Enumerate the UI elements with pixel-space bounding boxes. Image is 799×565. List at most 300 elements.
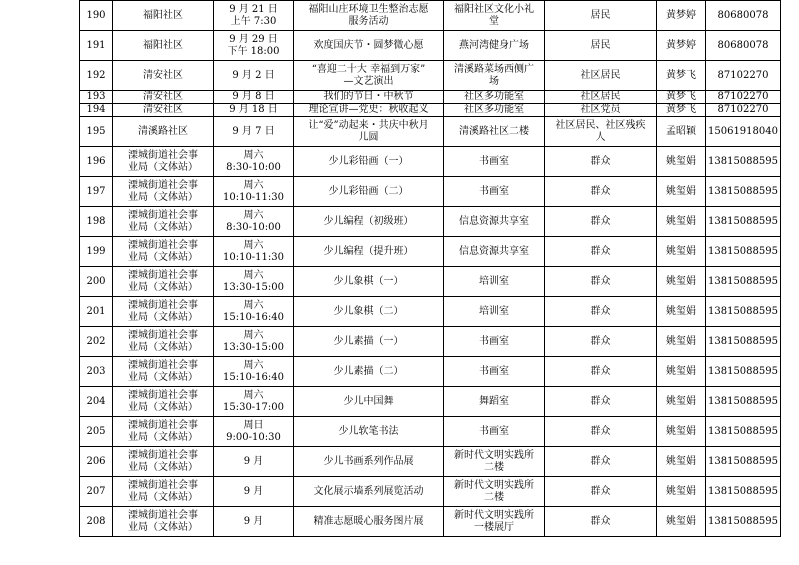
cell-text: 15:10-16:40 <box>222 311 284 323</box>
cell-text: 业局（文体站） <box>128 401 198 413</box>
cell-text: 80680078 <box>717 39 769 51</box>
cell-text: 业局（文体站） <box>128 281 198 293</box>
cell-text: 姚玺娟 <box>666 455 696 467</box>
cell-contact-person <box>657 91 706 104</box>
cell-audience <box>545 447 657 477</box>
cell-location <box>444 104 545 117</box>
cell-row-number <box>80 91 113 104</box>
cell-audience <box>545 267 657 297</box>
cell-location <box>444 477 545 507</box>
cell-text: 群众 <box>590 215 611 227</box>
cell-text: 群众 <box>590 365 611 377</box>
cell-text: 87102270 <box>717 91 769 102</box>
cell-text: 13815088595 <box>708 425 778 437</box>
cell-text: 业局（文体站） <box>128 521 198 533</box>
cell-text: 群众 <box>590 275 611 287</box>
cell-text: 姚玺娟 <box>666 515 696 527</box>
cell-text: 少儿书画系列作品展 <box>323 455 414 467</box>
cell-text: 黄梦飞 <box>666 69 696 81</box>
cell-text: 姚玺娟 <box>666 335 696 347</box>
cell-audience <box>545 207 657 237</box>
cell-text: 9 月 2 日 <box>232 69 275 81</box>
cell-contact-person <box>657 327 706 357</box>
cell-text: 理论宣讲—党史：秋收起义 <box>308 104 429 115</box>
cell-text: 孟昭颖 <box>666 125 696 137</box>
cell-text: 福阳山庄环境卫生整治志愿 <box>308 3 429 15</box>
cell-row-number <box>80 147 113 177</box>
cell-text: 13815088595 <box>708 395 778 407</box>
cell-text: 清安社区 <box>143 69 183 81</box>
cell-time <box>214 237 294 267</box>
cell-contact-person <box>657 387 706 417</box>
cell-text: 服务活动 <box>348 15 389 27</box>
cell-time <box>214 327 294 357</box>
cell-contact-person <box>657 357 706 387</box>
cell-row-number <box>80 387 113 417</box>
cell-text: 让“爱”动起来・共庆中秋月 <box>308 119 429 131</box>
cell-activity-name <box>294 207 444 237</box>
cell-contact-person <box>657 31 706 61</box>
cell-organizer <box>113 267 214 297</box>
cell-text: 姚玺娟 <box>666 305 696 317</box>
cell-text: 197 <box>86 185 106 197</box>
cell-phone-number <box>706 207 781 237</box>
cell-text: 溧城街道社会事 <box>128 239 198 251</box>
table-row <box>80 477 781 507</box>
cell-audience <box>545 237 657 267</box>
cell-text: 9 月 <box>243 485 264 497</box>
cell-location <box>444 177 545 207</box>
cell-time <box>214 507 294 537</box>
cell-phone-number <box>706 31 781 61</box>
table-row <box>80 387 781 417</box>
cell-audience <box>545 177 657 207</box>
cell-time <box>214 1 294 31</box>
cell-text: 场 <box>489 75 499 87</box>
cell-time <box>214 477 294 507</box>
cell-text: 信息资源共享室 <box>459 245 529 257</box>
cell-text: 业局（文体站） <box>128 251 198 263</box>
cell-text: 社区党员 <box>580 104 621 115</box>
cell-text: 少儿中国舞 <box>343 395 394 407</box>
cell-text: 新时代文明实践所 <box>454 449 534 461</box>
cell-row-number <box>80 477 113 507</box>
cell-organizer <box>113 507 214 537</box>
cell-text: 202 <box>86 335 106 347</box>
cell-location <box>444 61 545 91</box>
cell-text: 堂 <box>489 15 499 27</box>
cell-time <box>214 104 294 117</box>
cell-text: 溧城街道社会事 <box>128 329 198 341</box>
cell-text: 205 <box>86 425 106 437</box>
cell-text: 13815088595 <box>708 455 778 467</box>
cell-organizer <box>113 357 214 387</box>
cell-row-number <box>80 207 113 237</box>
cell-text: 群众 <box>590 485 611 497</box>
cell-phone-number <box>706 447 781 477</box>
cell-organizer <box>113 104 214 117</box>
cell-text: 10:10-11:30 <box>222 191 284 203</box>
cell-text: 清安社区 <box>143 91 183 102</box>
cell-text: 周日 <box>243 419 264 431</box>
cell-text: 黄梦飞 <box>666 104 696 115</box>
cell-organizer <box>113 477 214 507</box>
cell-text: 书画室 <box>479 425 509 437</box>
cell-text: 姚玺娟 <box>666 365 696 377</box>
cell-text: 206 <box>86 455 106 467</box>
cell-text: 13815088595 <box>708 275 778 287</box>
cell-text: 8:30-10:00 <box>226 161 281 173</box>
table-row <box>80 507 781 537</box>
cell-contact-person <box>657 1 706 31</box>
cell-activity-name <box>294 117 444 147</box>
table-row <box>80 61 781 91</box>
cell-text: 下午 18:00 <box>227 45 280 57</box>
cell-text: 群众 <box>590 455 611 467</box>
cell-time <box>214 207 294 237</box>
cell-text: 业局（文体站） <box>128 191 198 203</box>
cell-organizer <box>113 447 214 477</box>
cell-text: 燕河湾健身广场 <box>459 39 529 51</box>
cell-time <box>214 61 294 91</box>
cell-text: 新时代文明实践所 <box>454 509 534 521</box>
cell-text: 周六 <box>243 329 264 341</box>
cell-organizer <box>113 61 214 91</box>
cell-text: 13815088595 <box>708 155 778 167</box>
cell-text: 业局（文体站） <box>128 311 198 323</box>
cell-phone-number <box>706 104 781 117</box>
cell-text: 二楼 <box>484 491 504 503</box>
cell-row-number <box>80 117 113 147</box>
cell-text: 福阳社区文化小礼 <box>454 3 534 15</box>
cell-activity-name <box>294 387 444 417</box>
cell-phone-number <box>706 507 781 537</box>
cell-text: 姚玺娟 <box>666 425 696 437</box>
cell-text: 191 <box>86 39 106 51</box>
cell-text: 195 <box>86 125 106 137</box>
table-row <box>80 177 781 207</box>
cell-text: 群众 <box>590 425 611 437</box>
cell-audience <box>545 357 657 387</box>
cell-row-number <box>80 177 113 207</box>
cell-row-number <box>80 267 113 297</box>
cell-text: 周六 <box>243 179 264 191</box>
cell-text: 社区居民 <box>580 69 621 81</box>
cell-phone-number <box>706 297 781 327</box>
table-row <box>80 147 781 177</box>
cell-text: 溧城街道社会事 <box>128 449 198 461</box>
cell-phone-number <box>706 237 781 267</box>
cell-text: 姚玺娟 <box>666 395 696 407</box>
cell-contact-person <box>657 237 706 267</box>
table-row <box>80 447 781 477</box>
cell-text: 业局（文体站） <box>128 371 198 383</box>
cell-text: 社区多功能室 <box>464 91 524 102</box>
cell-audience <box>545 31 657 61</box>
cell-location <box>444 207 545 237</box>
cell-location <box>444 91 545 104</box>
cell-row-number <box>80 507 113 537</box>
cell-text: 周六 <box>243 209 264 221</box>
cell-text: 居民 <box>590 39 611 51</box>
cell-text: 居民 <box>590 9 611 21</box>
cell-text: 87102270 <box>717 104 769 115</box>
cell-text: 清安社区 <box>143 104 183 115</box>
cell-location <box>444 237 545 267</box>
table-row <box>80 91 781 104</box>
cell-activity-name <box>294 61 444 91</box>
cell-text: —文艺演出 <box>343 75 394 87</box>
table-body <box>80 1 781 537</box>
cell-activity-name <box>294 267 444 297</box>
cell-text: 10:10-11:30 <box>222 251 284 263</box>
cell-contact-person <box>657 61 706 91</box>
cell-text: 群众 <box>590 155 611 167</box>
cell-text: 15:10-16:40 <box>222 371 284 383</box>
cell-contact-person <box>657 117 706 147</box>
cell-time <box>214 117 294 147</box>
cell-text: 周六 <box>243 389 264 401</box>
cell-text: 业局（文体站） <box>128 491 198 503</box>
cell-text: 少儿编程（提升班） <box>323 245 414 257</box>
cell-text: 196 <box>86 155 106 167</box>
table-row <box>80 417 781 447</box>
cell-text: 溧城街道社会事 <box>128 149 198 161</box>
cell-contact-person <box>657 297 706 327</box>
cell-time <box>214 297 294 327</box>
cell-text: 群众 <box>590 185 611 197</box>
cell-text: 群众 <box>590 305 611 317</box>
cell-phone-number <box>706 147 781 177</box>
cell-text: 9 月 <box>243 515 264 527</box>
cell-text: 姚玺娟 <box>666 215 696 227</box>
cell-text: 13815088595 <box>708 335 778 347</box>
cell-text: 社区多功能室 <box>464 104 524 115</box>
cell-audience <box>545 1 657 31</box>
table-row <box>80 327 781 357</box>
cell-text: 15:30-17:00 <box>222 401 284 413</box>
cell-text: 我们的节日・中秋节 <box>323 91 414 102</box>
cell-audience <box>545 91 657 104</box>
cell-text: 周六 <box>243 299 264 311</box>
cell-phone-number <box>706 477 781 507</box>
cell-text: 姚玺娟 <box>666 275 696 287</box>
cell-text: 溧城街道社会事 <box>128 389 198 401</box>
cell-row-number <box>80 31 113 61</box>
cell-activity-name <box>294 417 444 447</box>
cell-text: 书画室 <box>479 185 509 197</box>
cell-activity-name <box>294 147 444 177</box>
cell-contact-person <box>657 104 706 117</box>
cell-text: 培训室 <box>479 275 509 287</box>
cell-time <box>214 447 294 477</box>
cell-text: 少儿彩铅画（一） <box>328 155 409 167</box>
cell-text: 13815088595 <box>708 215 778 227</box>
table-row <box>80 357 781 387</box>
cell-location <box>444 417 545 447</box>
cell-time <box>214 417 294 447</box>
cell-location <box>444 327 545 357</box>
cell-activity-name <box>294 477 444 507</box>
cell-activity-name <box>294 177 444 207</box>
cell-text: 9 月 7 日 <box>232 125 275 137</box>
cell-location <box>444 147 545 177</box>
cell-audience <box>545 477 657 507</box>
cell-text: 13815088595 <box>708 485 778 497</box>
cell-activity-name <box>294 447 444 477</box>
cell-organizer <box>113 207 214 237</box>
cell-activity-name <box>294 507 444 537</box>
cell-location <box>444 297 545 327</box>
cell-text: 一楼展厅 <box>474 521 514 533</box>
cell-text: 87102270 <box>717 69 769 81</box>
cell-text: 少儿象棋（一） <box>333 275 404 287</box>
cell-audience <box>545 61 657 91</box>
cell-text: 少儿素描（一） <box>333 335 404 347</box>
cell-organizer <box>113 327 214 357</box>
cell-activity-name <box>294 357 444 387</box>
cell-text: 业局（文体站） <box>128 161 198 173</box>
cell-text: 文化展示墙系列展览活动 <box>313 485 424 497</box>
cell-row-number <box>80 104 113 117</box>
cell-text: 清溪路社区 <box>138 125 188 137</box>
activity-schedule-table <box>79 0 781 537</box>
cell-text: 姚玺娟 <box>666 155 696 167</box>
cell-text: 9 月 29 日 <box>229 33 278 45</box>
cell-text: 193 <box>86 91 106 102</box>
table-row <box>80 267 781 297</box>
cell-text: 业局（文体站） <box>128 461 198 473</box>
cell-text: 书画室 <box>479 365 509 377</box>
cell-text: 群众 <box>590 395 611 407</box>
cell-text: 溧城街道社会事 <box>128 359 198 371</box>
cell-location <box>444 507 545 537</box>
cell-text: 192 <box>86 69 106 81</box>
table-row <box>80 117 781 147</box>
cell-location <box>444 267 545 297</box>
cell-text: 清溪路社区二楼 <box>459 125 529 137</box>
cell-text: 业局（文体站） <box>128 221 198 233</box>
cell-row-number <box>80 327 113 357</box>
cell-text: 少儿象棋（二） <box>333 305 404 317</box>
cell-text: 溧城街道社会事 <box>128 179 198 191</box>
cell-text: 周六 <box>243 149 264 161</box>
cell-contact-person <box>657 447 706 477</box>
cell-row-number <box>80 447 113 477</box>
cell-text: 9 月 <box>243 455 264 467</box>
table-row <box>80 104 781 117</box>
cell-audience <box>545 147 657 177</box>
cell-organizer <box>113 147 214 177</box>
cell-location <box>444 357 545 387</box>
cell-text: 群众 <box>590 515 611 527</box>
cell-organizer <box>113 117 214 147</box>
cell-organizer <box>113 31 214 61</box>
cell-text: 少儿素描（二） <box>333 365 404 377</box>
cell-text: 书画室 <box>479 335 509 347</box>
cell-text: 198 <box>86 215 106 227</box>
cell-text: 15061918040 <box>708 125 778 137</box>
cell-text: 溧城街道社会事 <box>128 299 198 311</box>
cell-phone-number <box>706 91 781 104</box>
cell-text: 新时代文明实践所 <box>454 479 534 491</box>
cell-activity-name <box>294 297 444 327</box>
cell-text: 溧城街道社会事 <box>128 419 198 431</box>
table-row <box>80 297 781 327</box>
cell-text: 208 <box>86 515 106 527</box>
cell-text: 9 月 8 日 <box>232 91 275 102</box>
cell-text: 溧城街道社会事 <box>128 509 198 521</box>
cell-text: 8:30-10:00 <box>226 221 281 233</box>
cell-text: 13:30-15:00 <box>222 281 284 293</box>
cell-activity-name <box>294 1 444 31</box>
cell-audience <box>545 387 657 417</box>
cell-text: 儿圆 <box>358 131 379 143</box>
cell-text: 周六 <box>243 239 264 251</box>
cell-row-number <box>80 61 113 91</box>
cell-text: 203 <box>86 365 106 377</box>
cell-time <box>214 177 294 207</box>
cell-text: 社区居民 <box>580 91 621 102</box>
cell-row-number <box>80 1 113 31</box>
cell-contact-person <box>657 507 706 537</box>
cell-text: 黄梦婷 <box>666 39 696 51</box>
cell-text: 少儿彩铅画（二） <box>328 185 409 197</box>
cell-text: 人 <box>595 131 606 143</box>
cell-row-number <box>80 357 113 387</box>
cell-text: 80680078 <box>717 9 769 21</box>
cell-audience <box>545 507 657 537</box>
cell-phone-number <box>706 357 781 387</box>
cell-text: 业局（文体站） <box>128 341 198 353</box>
cell-text: 少儿软笔书法 <box>338 425 399 437</box>
cell-audience <box>545 417 657 447</box>
cell-time <box>214 147 294 177</box>
cell-organizer <box>113 297 214 327</box>
table-row <box>80 237 781 267</box>
cell-phone-number <box>706 1 781 31</box>
cell-text: 姚玺娟 <box>666 245 696 257</box>
cell-contact-person <box>657 147 706 177</box>
cell-activity-name <box>294 327 444 357</box>
cell-text: 姚玺娟 <box>666 485 696 497</box>
cell-text: 二楼 <box>484 461 504 473</box>
cell-time <box>214 267 294 297</box>
cell-text: 194 <box>86 104 106 115</box>
cell-text: 黄梦飞 <box>666 91 696 102</box>
cell-text: 书画室 <box>479 155 509 167</box>
cell-text: 姚玺娟 <box>666 185 696 197</box>
cell-text: 9 月 21 日 <box>229 3 278 15</box>
cell-phone-number <box>706 387 781 417</box>
cell-audience <box>545 117 657 147</box>
cell-text: 清溪路菜场西侧广 <box>454 63 534 75</box>
cell-text: 群众 <box>590 245 611 257</box>
cell-organizer <box>113 91 214 104</box>
cell-text: 204 <box>86 395 106 407</box>
cell-text: 信息资源共享室 <box>459 215 529 227</box>
cell-phone-number <box>706 61 781 91</box>
cell-organizer <box>113 387 214 417</box>
cell-phone-number <box>706 327 781 357</box>
cell-text: 周六 <box>243 359 264 371</box>
cell-text: 9:00-10:30 <box>226 431 281 443</box>
cell-text: 13815088595 <box>708 305 778 317</box>
cell-organizer <box>113 1 214 31</box>
cell-phone-number <box>706 267 781 297</box>
cell-organizer <box>113 417 214 447</box>
cell-text: 精准志愿暖心服务图片展 <box>313 515 424 527</box>
